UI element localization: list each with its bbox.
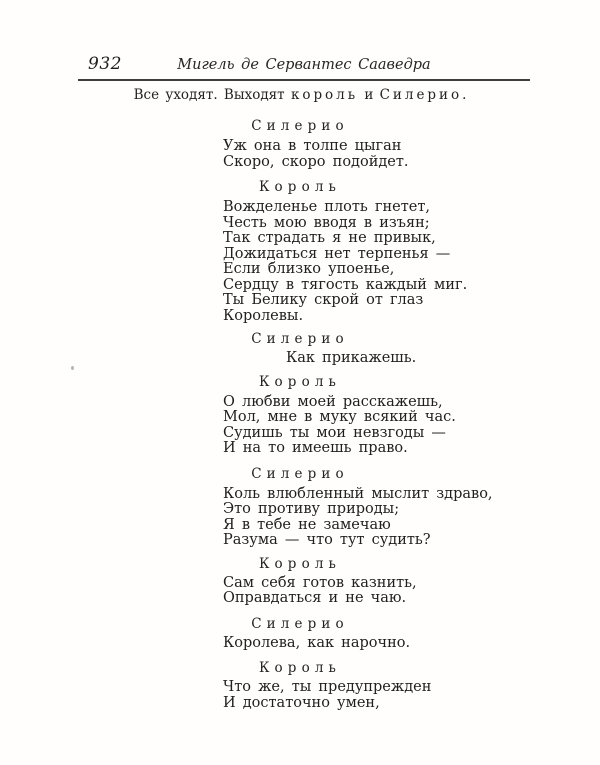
verse-line: Оправдаться и не чаю. xyxy=(223,590,407,606)
running-header xyxy=(78,54,530,76)
speech-block xyxy=(223,351,600,367)
speech-block xyxy=(223,139,600,170)
verse-line: Королевы. xyxy=(223,307,304,324)
speech-block xyxy=(223,395,600,457)
speech-block xyxy=(223,200,600,324)
verse-line: Коль влюбленный мыслит здраво, xyxy=(223,485,493,502)
verse-line: Разума — что тут судить? xyxy=(223,532,431,548)
speech-block xyxy=(223,680,600,711)
speaker-heading: Силерио xyxy=(251,331,349,347)
verse-line: Сердцу в тягость каждый миг. xyxy=(223,276,468,293)
scan-artifact-speck xyxy=(71,366,74,370)
speech-block xyxy=(223,636,600,652)
verse-line: Сам себя готов казнить, xyxy=(223,574,417,591)
verse-line: Как прикажешь. xyxy=(286,350,417,366)
verse-line: Что же, ты предупрежден xyxy=(223,679,432,695)
page-number: 932 xyxy=(88,54,122,74)
speaker-heading: Король xyxy=(258,555,342,572)
stage-direction-period: . xyxy=(462,87,467,103)
speech-block xyxy=(223,576,600,607)
play-text xyxy=(0,88,600,711)
verse-line: Если близко упоенье, xyxy=(223,261,395,277)
character-name-silerio: Силерио xyxy=(379,87,463,103)
running-title: Мигель де Сервантес Сааведра xyxy=(177,57,431,73)
header-rule xyxy=(78,79,530,81)
verse-line: Дожидаться нет терпенья — xyxy=(223,245,451,262)
stage-direction-text: Все уходят. Выходят xyxy=(133,87,291,103)
stage-direction xyxy=(0,88,600,103)
verse-line: Королева, как нарочно. xyxy=(223,634,411,651)
speaker-heading: Силерио xyxy=(251,118,349,134)
verse-line: Вожделенье плоть гнетет, xyxy=(223,199,430,215)
verse-line: Так страдать я не привык, xyxy=(223,230,436,246)
speaker-heading: Король xyxy=(258,660,342,676)
verse-line: Я в тебе не замечаю xyxy=(223,516,391,533)
speaker-heading: Силерио xyxy=(251,465,349,482)
verse-line: Честь мою вводя в изъян; xyxy=(223,214,430,231)
verse-line: Уж она в толпе цыган xyxy=(223,138,402,154)
verse-line: Это противу природы; xyxy=(223,501,400,517)
stage-direction-conj: и xyxy=(358,87,380,103)
verse-line: Мол, мне в муку всякий час. xyxy=(223,409,456,425)
speaker-heading: Силерио xyxy=(251,615,349,632)
verse-line: Ты Белику скрой от глаз xyxy=(223,292,424,308)
character-name-king: король xyxy=(290,87,359,103)
verse-line: Скоро, скоро подойдет. xyxy=(223,153,409,170)
verse-line: И достаточно умен, xyxy=(223,694,380,711)
verse-line: О любви моей расскажешь, xyxy=(223,393,443,410)
speaker-heading: Король xyxy=(258,179,342,195)
speaker-heading: Король xyxy=(258,373,342,390)
verse-line: И на то имеешь право. xyxy=(223,440,408,456)
verse-line: Судишь ты мои невзгоды — xyxy=(223,424,446,441)
speech-block xyxy=(223,487,600,549)
